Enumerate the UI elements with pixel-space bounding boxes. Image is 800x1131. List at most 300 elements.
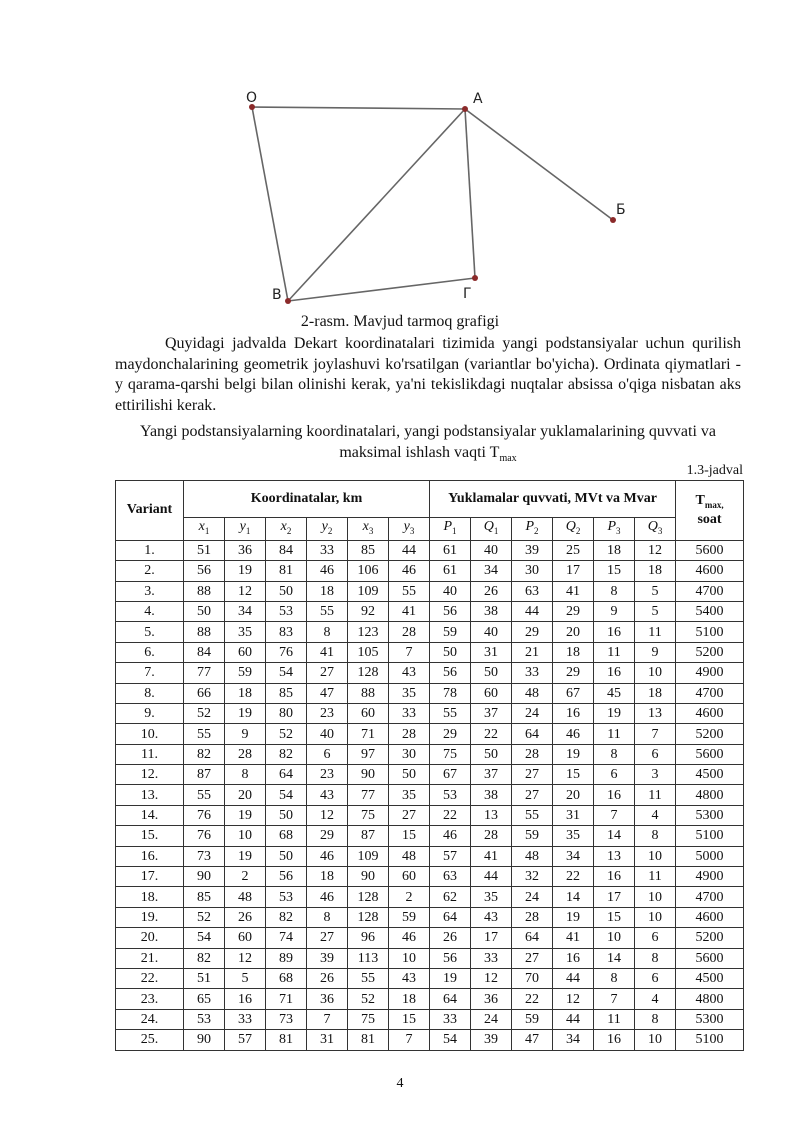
variant-cell: 1.: [116, 540, 184, 560]
subheader-index: 1: [245, 525, 251, 536]
table-cell: 16: [594, 785, 635, 805]
subheader-symbol: Q: [565, 519, 576, 534]
header-tmax-unit: soat: [697, 512, 722, 528]
table-cell: 71: [348, 724, 389, 744]
table-cell: 35: [389, 785, 430, 805]
data-table: [115, 480, 744, 1051]
subheader-cell: [184, 518, 225, 541]
node-g-label: Г: [463, 286, 472, 302]
table-row: [116, 969, 744, 989]
table-cell: 76: [184, 826, 225, 846]
table-cell: 11: [594, 724, 635, 744]
node-g-point: [472, 275, 478, 281]
table-cell: 19: [594, 703, 635, 723]
table-cell: 75: [348, 805, 389, 825]
table-cell: 8: [635, 826, 676, 846]
table-cell: 33: [512, 663, 553, 683]
edge-a-v: [288, 109, 465, 301]
table-cell: 28: [512, 744, 553, 764]
table-cell: 60: [389, 867, 430, 887]
table-cell: 41: [553, 928, 594, 948]
table-cell: 9: [225, 724, 266, 744]
table-cell: 46: [307, 887, 348, 907]
edge-v-g: [288, 278, 475, 301]
table-cell: 43: [471, 907, 512, 927]
table-row: [116, 867, 744, 887]
table-cell: 5200: [676, 724, 744, 744]
table-cell: 53: [266, 887, 307, 907]
table-cell: 90: [184, 867, 225, 887]
subheader-symbol: x: [280, 519, 287, 534]
table-cell: 68: [266, 826, 307, 846]
table-cell: 13: [471, 805, 512, 825]
table-body: [116, 540, 744, 1050]
table-cell: 50: [266, 581, 307, 601]
table-cell: 12: [225, 581, 266, 601]
table-cell: 39: [512, 540, 553, 560]
table-cell: 61: [430, 561, 471, 581]
table-row: [116, 622, 744, 642]
table-cell: 18: [389, 989, 430, 1009]
table-cell: 5100: [676, 1030, 744, 1050]
table-cell: 68: [266, 969, 307, 989]
table-cell: 41: [307, 642, 348, 662]
subheader-index: 2: [534, 525, 539, 536]
variant-cell: 14.: [116, 805, 184, 825]
table-cell: 34: [471, 561, 512, 581]
table-cell: 16: [594, 867, 635, 887]
subheader-cell: [389, 518, 430, 541]
variant-cell: 23.: [116, 989, 184, 1009]
table-cell: 88: [348, 683, 389, 703]
table-cell: 17: [471, 928, 512, 948]
table-cell: 19: [225, 561, 266, 581]
table-cell: 90: [348, 765, 389, 785]
subheader-symbol: x: [362, 519, 369, 534]
table-cell: 82: [184, 948, 225, 968]
table-cell: 81: [266, 561, 307, 581]
table-cell: 39: [471, 1030, 512, 1050]
table-cell: 55: [348, 969, 389, 989]
table-cell: 84: [184, 642, 225, 662]
table-cell: 18: [635, 561, 676, 581]
table-cell: 5000: [676, 846, 744, 866]
table-cell: 85: [266, 683, 307, 703]
subheader-index: 3: [368, 525, 374, 536]
table-cell: 22: [512, 989, 553, 1009]
table-cell: 51: [184, 540, 225, 560]
table-cell: 12: [307, 805, 348, 825]
table-cell: 63: [512, 581, 553, 601]
table-cell: 9: [635, 642, 676, 662]
variant-cell: 13.: [116, 785, 184, 805]
table-cell: 15: [389, 826, 430, 846]
table-cell: 54: [266, 785, 307, 805]
table-cell: 16: [553, 703, 594, 723]
table-cell: 29: [553, 663, 594, 683]
table-cell: 36: [307, 989, 348, 1009]
table-cell: 28: [512, 907, 553, 927]
table-cell: 44: [389, 540, 430, 560]
table-row: [116, 887, 744, 907]
table-cell: 6: [635, 744, 676, 764]
table-cell: 43: [307, 785, 348, 805]
variant-cell: 10.: [116, 724, 184, 744]
node-a-label: A: [473, 91, 483, 107]
table-cell: 5400: [676, 601, 744, 621]
variant-cell: 22.: [116, 969, 184, 989]
table-cell: 59: [389, 907, 430, 927]
table-cell: 3: [635, 765, 676, 785]
table-cell: 44: [553, 969, 594, 989]
subheader-cell: [225, 518, 266, 541]
table-cell: 128: [348, 663, 389, 683]
table-cell: 12: [553, 989, 594, 1009]
table-row: [116, 540, 744, 560]
variant-cell: 24.: [116, 1009, 184, 1029]
table-cell: 27: [512, 948, 553, 968]
table-cell: 57: [225, 1030, 266, 1050]
table-cell: 29: [553, 601, 594, 621]
table-cell: 33: [307, 540, 348, 560]
subheader-cell: [512, 518, 553, 541]
table-cell: 54: [430, 1030, 471, 1050]
page-number: 4: [396, 1076, 404, 1091]
node-v-point: [285, 298, 291, 304]
table-cell: 67: [553, 683, 594, 703]
table-cell: 4900: [676, 663, 744, 683]
table-cell: 56: [430, 663, 471, 683]
table-cell: 90: [184, 1030, 225, 1050]
table-cell: 5600: [676, 744, 744, 764]
table-cell: 16: [594, 622, 635, 642]
table-cell: 82: [266, 907, 307, 927]
table-number: 1.3-jadval: [686, 463, 743, 478]
table-cell: 4800: [676, 785, 744, 805]
table-cell: 56: [184, 561, 225, 581]
table-cell: 27: [389, 805, 430, 825]
table-cell: 54: [266, 663, 307, 683]
table-row: [116, 826, 744, 846]
table-cell: 28: [471, 826, 512, 846]
table-cell: 59: [512, 1009, 553, 1029]
table-cell: 10: [594, 928, 635, 948]
table-cell: 41: [553, 581, 594, 601]
subheader-cell: [471, 518, 512, 541]
table-cell: 13: [635, 703, 676, 723]
table-cell: 55: [184, 724, 225, 744]
table-cell: 56: [266, 867, 307, 887]
table-cell: 10: [635, 907, 676, 927]
table-title-text: Yangi podstansiyalarning koordinatalari, yangi podstansiyalar yuklamalarining quvvati va maksimal ishlash vaqti T: [139, 423, 717, 461]
table-cell: 7: [389, 1030, 430, 1050]
table-cell: 8: [635, 1009, 676, 1029]
table-cell: 52: [184, 703, 225, 723]
table-cell: 10: [635, 663, 676, 683]
table-cell: 4500: [676, 765, 744, 785]
table-cell: 92: [348, 601, 389, 621]
table-cell: 56: [430, 601, 471, 621]
table-cell: 29: [430, 724, 471, 744]
table-cell: 60: [471, 683, 512, 703]
table-cell: 5300: [676, 1009, 744, 1029]
table-cell: 74: [266, 928, 307, 948]
table-cell: 37: [471, 703, 512, 723]
table-cell: 52: [184, 907, 225, 927]
table-cell: 8: [307, 622, 348, 642]
table-cell: 2: [225, 867, 266, 887]
table-cell: 6: [307, 744, 348, 764]
table-cell: 18: [225, 683, 266, 703]
table-cell: 7: [389, 642, 430, 662]
table-cell: 5200: [676, 928, 744, 948]
table-cell: 4700: [676, 887, 744, 907]
table-cell: 47: [512, 1030, 553, 1050]
table-cell: 41: [389, 601, 430, 621]
table-cell: 6: [635, 928, 676, 948]
subheader-cell: [430, 518, 471, 541]
variant-cell: 11.: [116, 744, 184, 764]
table-cell: 24: [512, 887, 553, 907]
table-cell: 11: [635, 785, 676, 805]
subheader-symbol: Q: [483, 519, 494, 534]
table-cell: 128: [348, 907, 389, 927]
table-cell: 84: [266, 540, 307, 560]
table-cell: 8: [594, 744, 635, 764]
table-cell: 54: [184, 928, 225, 948]
table-cell: 50: [471, 663, 512, 683]
subheader-index: 2: [286, 525, 292, 536]
table-cell: 4600: [676, 703, 744, 723]
table-cell: 36: [225, 540, 266, 560]
table-cell: 76: [184, 805, 225, 825]
table-cell: 36: [471, 989, 512, 1009]
subheader-cell: [307, 518, 348, 541]
table-cell: 10: [389, 948, 430, 968]
variant-cell: 3.: [116, 581, 184, 601]
table-cell: 8: [594, 581, 635, 601]
table-cell: 53: [430, 785, 471, 805]
node-a-point: [462, 106, 468, 112]
table-cell: 5100: [676, 826, 744, 846]
table-cell: 16: [553, 948, 594, 968]
table-cell: 77: [184, 663, 225, 683]
table-row: [116, 846, 744, 866]
table-cell: 35: [225, 622, 266, 642]
table-cell: 4500: [676, 969, 744, 989]
table-cell: 50: [184, 601, 225, 621]
table-cell: 64: [266, 765, 307, 785]
table-row: [116, 561, 744, 581]
subheader-row: [116, 518, 744, 541]
variant-cell: 9.: [116, 703, 184, 723]
table-cell: 9: [594, 601, 635, 621]
table-cell: 75: [430, 744, 471, 764]
table-cell: 14: [594, 826, 635, 846]
table-cell: 27: [307, 663, 348, 683]
variant-cell: 8.: [116, 683, 184, 703]
table-cell: 75: [348, 1009, 389, 1029]
table-cell: 35: [471, 887, 512, 907]
table-cell: 5600: [676, 948, 744, 968]
table-cell: 16: [594, 1030, 635, 1050]
table-cell: 71: [266, 989, 307, 1009]
table-cell: 82: [266, 744, 307, 764]
table-cell: 8: [635, 948, 676, 968]
table-row: [116, 928, 744, 948]
table-cell: 89: [266, 948, 307, 968]
table-cell: 33: [471, 948, 512, 968]
table-cell: 38: [471, 785, 512, 805]
table-cell: 34: [553, 846, 594, 866]
table-cell: 28: [225, 744, 266, 764]
table-cell: 31: [553, 805, 594, 825]
variant-cell: 7.: [116, 663, 184, 683]
variant-cell: 5.: [116, 622, 184, 642]
table-cell: 11: [635, 622, 676, 642]
table-cell: 12: [471, 969, 512, 989]
subheader-index: 3: [616, 525, 621, 536]
header-tmax-subscript: max,: [704, 499, 724, 510]
table-cell: 55: [184, 785, 225, 805]
table-cell: 5300: [676, 805, 744, 825]
table-cell: 29: [512, 622, 553, 642]
table-row: [116, 663, 744, 683]
table-cell: 17: [594, 887, 635, 907]
table-cell: 14: [553, 887, 594, 907]
subheader-cell: [594, 518, 635, 541]
subheader-symbol: P: [607, 519, 617, 534]
table-cell: 34: [553, 1030, 594, 1050]
table-cell: 10: [635, 846, 676, 866]
table-row: [116, 724, 744, 744]
edge-o-v: [252, 107, 288, 301]
table-cell: 76: [266, 642, 307, 662]
table-cell: 87: [348, 826, 389, 846]
table-cell: 17: [553, 561, 594, 581]
table-cell: 5200: [676, 642, 744, 662]
table-row: [116, 989, 744, 1009]
table-cell: 20: [553, 622, 594, 642]
subheader-symbol: Q: [647, 519, 658, 534]
table-cell: 18: [594, 540, 635, 560]
table-cell: 18: [307, 867, 348, 887]
table-cell: 43: [389, 969, 430, 989]
table-cell: 59: [430, 622, 471, 642]
table-cell: 48: [389, 846, 430, 866]
table-cell: 20: [553, 785, 594, 805]
table-cell: 35: [553, 826, 594, 846]
variant-cell: 21.: [116, 948, 184, 968]
table-cell: 88: [184, 581, 225, 601]
table-cell: 29: [307, 826, 348, 846]
table-cell: 61: [430, 540, 471, 560]
table-cell: 46: [430, 826, 471, 846]
table-cell: 85: [184, 887, 225, 907]
table-cell: 18: [635, 683, 676, 703]
variant-cell: 20.: [116, 928, 184, 948]
network-graph: [230, 80, 650, 320]
table-cell: 10: [635, 1030, 676, 1050]
table-row: [116, 601, 744, 621]
table-cell: 63: [430, 867, 471, 887]
table-cell: 80: [266, 703, 307, 723]
body-paragraph: Quyidagi jadvalda Dekart koordinatalari tizimida yangi podstansiyalar uchun qurilish maydonchalarining geometrik joylashuvi ko'rsatilgan (variantlar bo'yicha). Ordinata qiymatlari - y qarama-qarshi belgi bilan olinishi kerak, ya'ni tekislikdagi nuqtalar absissa o'qiga nisbatan aks ettirilishi kerak.: [115, 335, 741, 414]
table-cell: 31: [307, 1030, 348, 1050]
table-cell: 21: [512, 642, 553, 662]
table-cell: 27: [512, 785, 553, 805]
table-cell: 19: [430, 969, 471, 989]
variant-cell: 6.: [116, 642, 184, 662]
table-cell: 19: [225, 846, 266, 866]
node-b-label: Б: [616, 202, 626, 218]
subheader-index: 1: [452, 525, 457, 536]
table-cell: 57: [430, 846, 471, 866]
subheader-symbol: x: [198, 519, 205, 534]
table-cell: 123: [348, 622, 389, 642]
table-cell: 23: [307, 703, 348, 723]
table-cell: 16: [225, 989, 266, 1009]
table-cell: 27: [512, 765, 553, 785]
table-cell: 4700: [676, 581, 744, 601]
table-cell: 62: [430, 887, 471, 907]
table-cell: 28: [389, 724, 430, 744]
table-cell: 48: [225, 887, 266, 907]
table-cell: 38: [471, 601, 512, 621]
header-coordinates: Koordinatalar, km: [184, 481, 430, 518]
table-cell: 10: [225, 826, 266, 846]
table-cell: 46: [389, 561, 430, 581]
table-cell: 41: [471, 846, 512, 866]
table-cell: 7: [635, 724, 676, 744]
figure-caption: 2-rasm. Mavjud tarmoq grafigi: [300, 313, 500, 330]
table-row: [116, 703, 744, 723]
table-cell: 46: [389, 928, 430, 948]
table-cell: 40: [471, 622, 512, 642]
table-cell: 56: [430, 948, 471, 968]
table-cell: 105: [348, 642, 389, 662]
header-variant: Variant: [116, 481, 184, 541]
table-cell: 4700: [676, 683, 744, 703]
table-cell: 8: [594, 969, 635, 989]
table-cell: 6: [594, 765, 635, 785]
subheader-cell: [553, 518, 594, 541]
table-cell: 109: [348, 846, 389, 866]
subheader-cell: [635, 518, 676, 541]
table-cell: 40: [430, 581, 471, 601]
subheader-cell: [266, 518, 307, 541]
table-cell: 7: [594, 989, 635, 1009]
table-cell: 55: [512, 805, 553, 825]
table-cell: 5600: [676, 540, 744, 560]
table-cell: 51: [184, 969, 225, 989]
edge-a-b: [465, 109, 613, 220]
table-cell: 48: [512, 846, 553, 866]
table-cell: 25: [553, 540, 594, 560]
header-loads: Yuklamalar quvvati, MVt va Mvar: [430, 481, 676, 518]
table-cell: 53: [184, 1009, 225, 1029]
table-row: [116, 581, 744, 601]
table-cell: 48: [512, 683, 553, 703]
table-row: [116, 1009, 744, 1029]
table-cell: 31: [471, 642, 512, 662]
table-cell: 15: [594, 907, 635, 927]
variant-cell: 12.: [116, 765, 184, 785]
table-cell: 44: [512, 601, 553, 621]
variant-cell: 4.: [116, 601, 184, 621]
table-cell: 109: [348, 581, 389, 601]
table-cell: 65: [184, 989, 225, 1009]
